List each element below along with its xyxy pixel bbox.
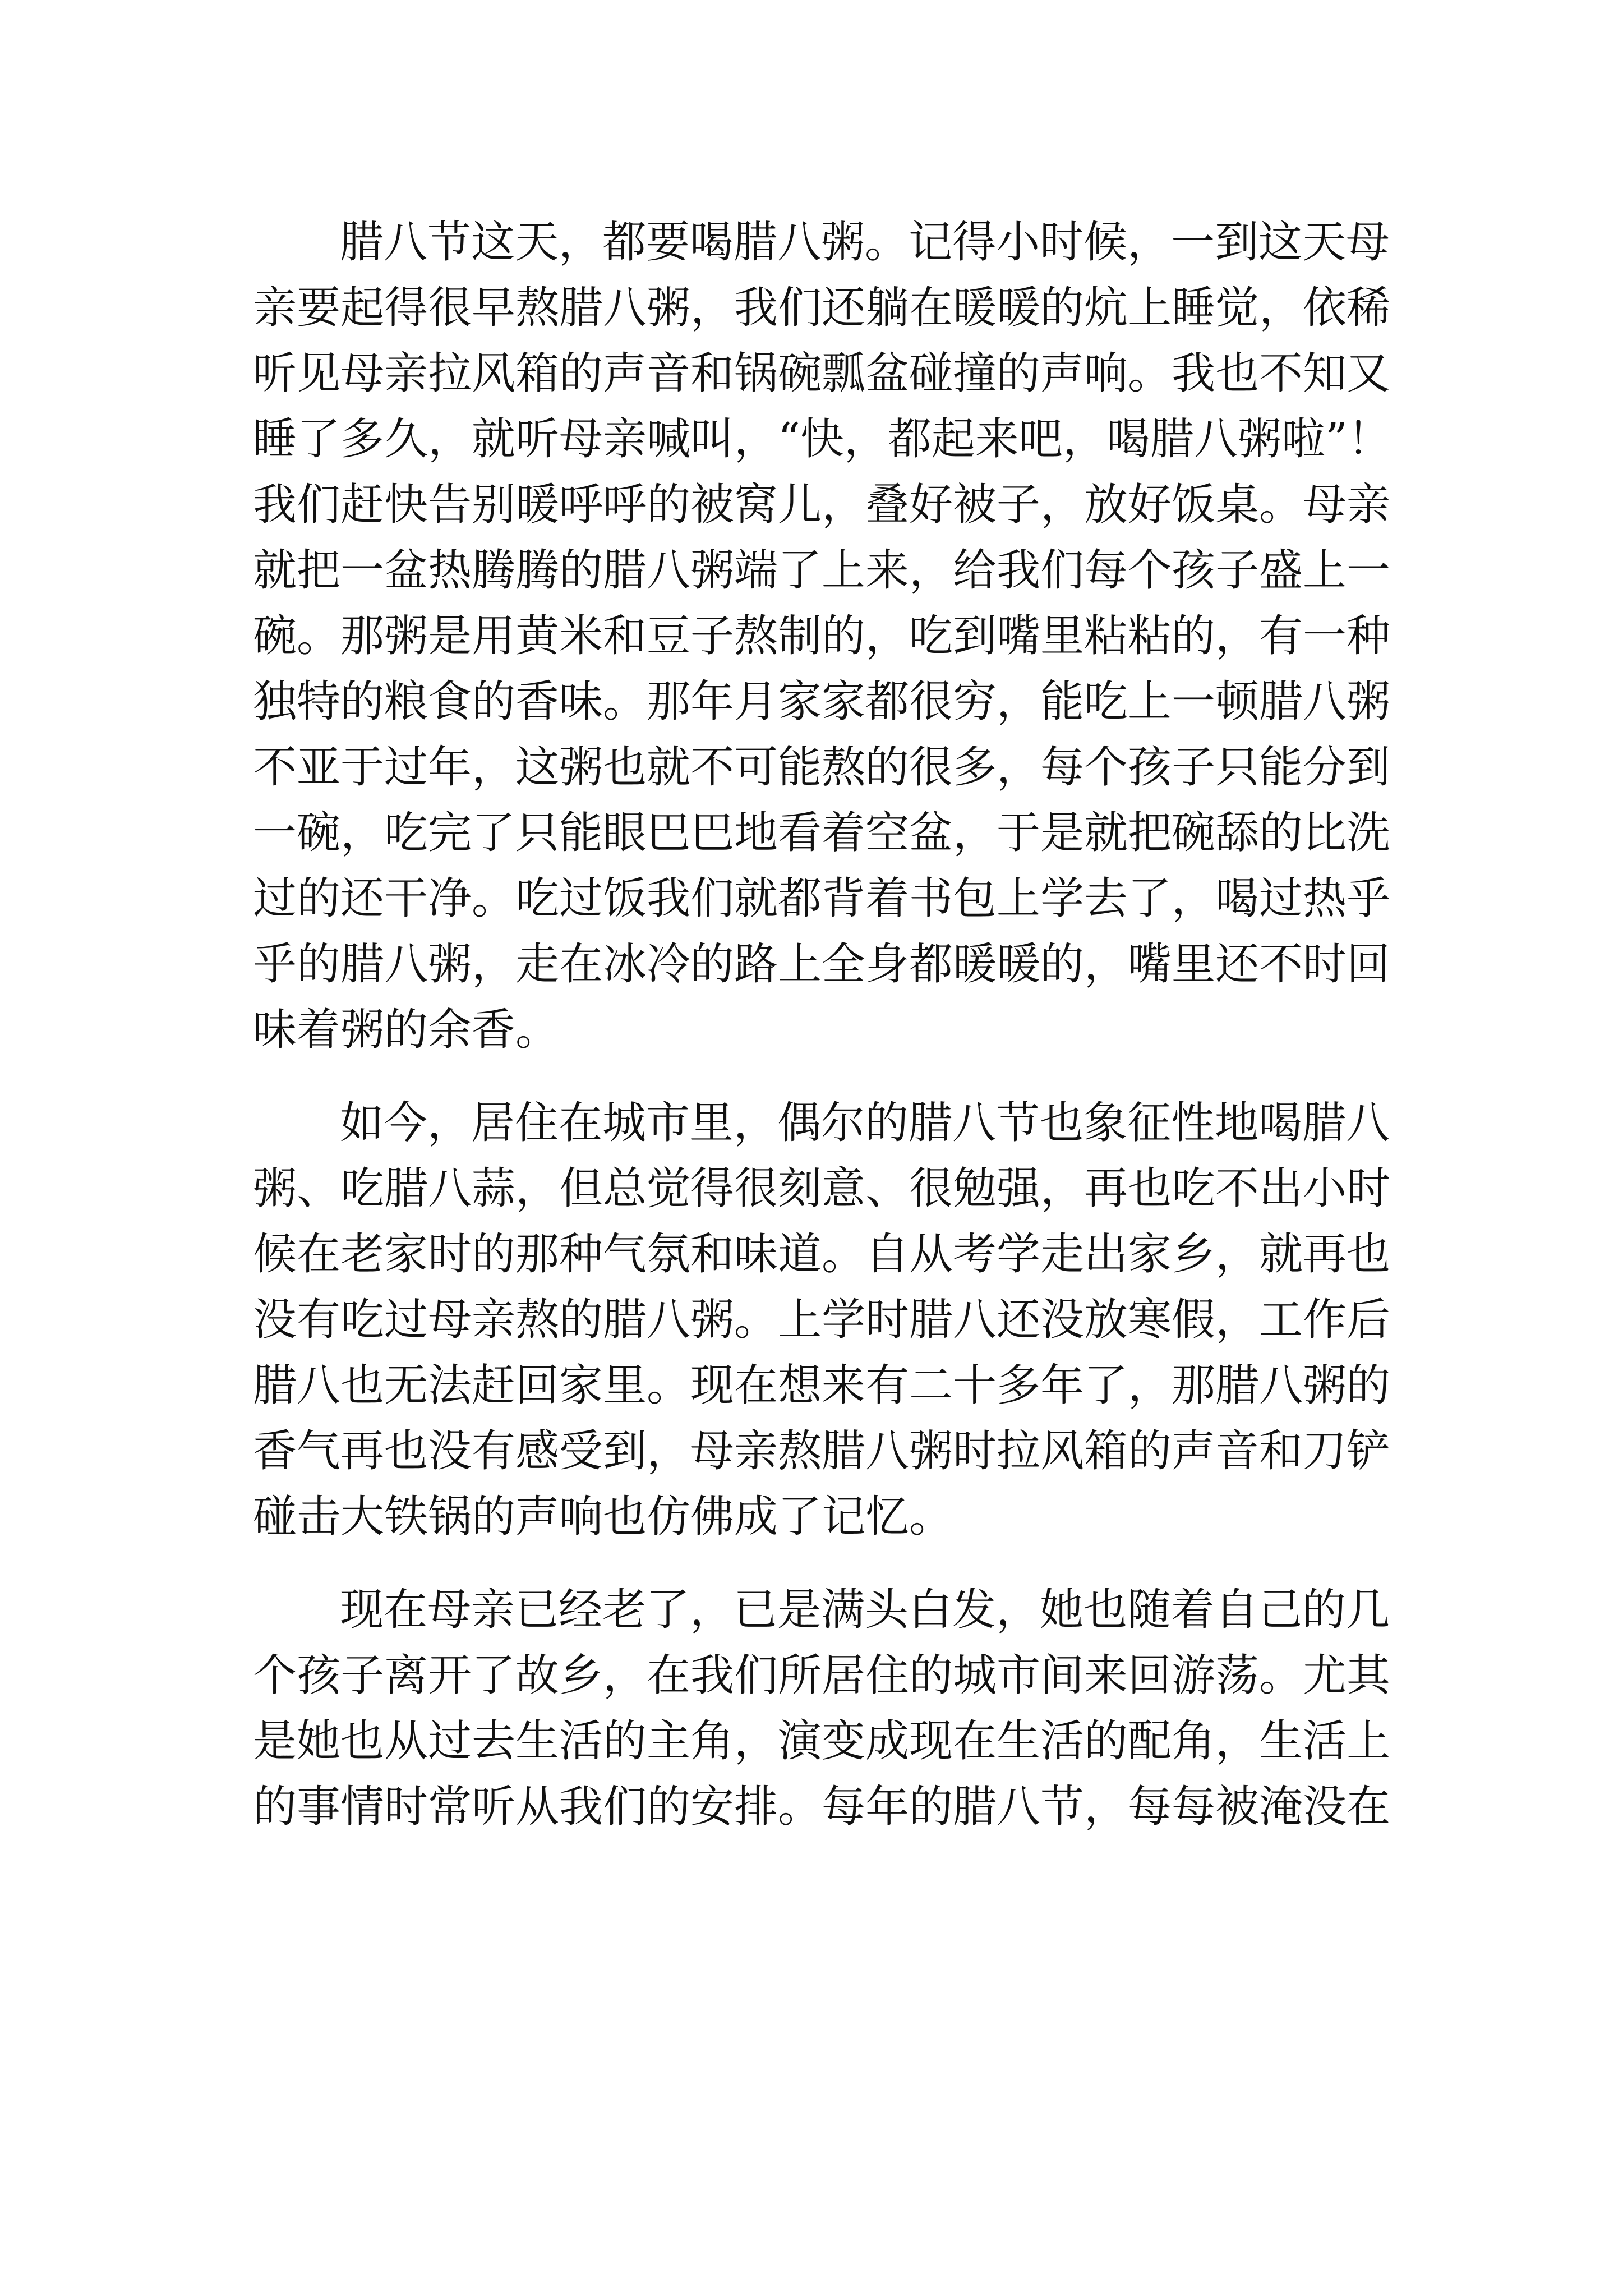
text-line: 候在老家时的那种气氛和味道。自从考学走出家乡，就再也 <box>253 1229 1391 1280</box>
paragraph-3 <box>253 1577 1397 1840</box>
text-line: 碰击大铁锅的声响也仿佛成了记忆。 <box>253 1492 953 1542</box>
paragraph-spacer <box>253 1063 1397 1091</box>
text-line: 没有吃过母亲熬的腊八粥。上学时腊八还没放寒假，工作后 <box>253 1295 1391 1345</box>
paragraph-2 <box>253 1091 1397 1550</box>
text-line: 粥、吃腊八蒜，但总觉得很刻意、很勉强，再也吃不出小时 <box>253 1163 1391 1214</box>
text-line: 听见母亲拉风箱的声音和锅碗瓢盆碰撞的声响。我也不知又 <box>253 348 1391 399</box>
text-line: 碗。那粥是用黄米和豆子熬制的，吃到嘴里粘粘的，有一种 <box>253 611 1391 661</box>
text-line: 是她也从过去生活的主角，演变成现在生活的配角，生活上 <box>253 1716 1391 1766</box>
paragraph-1 <box>253 210 1397 1063</box>
text-line: 独特的粮食的香味。那年月家家都很穷，能吃上一顿腊八粥 <box>253 677 1391 727</box>
article-body <box>253 210 1397 1840</box>
text-line: 不亚于过年，这粥也就不可能熬的很多，每个孩子只能分到 <box>253 742 1391 793</box>
text-line: 一碗，吃完了只能眼巴巴地看着空盆，于是就把碗舔的比洗 <box>253 808 1391 858</box>
text-line: 腊八也无法赶回家里。现在想来有二十多年了，那腊八粥的 <box>253 1360 1391 1411</box>
text-line: 我们赶快告别暖呼呼的被窝儿，叠好被子，放好饭桌。母亲 <box>253 480 1391 530</box>
text-line: 过的还干净。吃过饭我们就都背着书包上学去了，喝过热乎 <box>253 873 1391 924</box>
text-line: 现在母亲已经老了，已是满头白发，她也随着自己的几 <box>340 1585 1390 1635</box>
text-line: 如今，居住在城市里，偶尔的腊八节也象征性地喝腊八 <box>340 1098 1390 1148</box>
text-line: 睡了多久，就听母亲喊叫，“快，都起来吧，喝腊八粥啦”！ <box>253 414 1391 464</box>
text-line: 的事情时常听从我们的安排。每年的腊八节，每每被淹没在 <box>253 1782 1391 1832</box>
paragraph-spacer <box>253 1550 1397 1577</box>
text-line: 乎的腊八粥，走在冰冷的路上全身都暖暖的，嘴里还不时回 <box>253 939 1391 990</box>
text-line: 就把一盆热腾腾的腊八粥端了上来，给我们每个孩子盛上一 <box>253 545 1391 596</box>
text-line: 亲要起得很早熬腊八粥，我们还躺在暖暖的炕上睡觉，依稀 <box>253 283 1391 333</box>
text-line: 味着粥的余香。 <box>253 1005 560 1055</box>
text-line: 腊八节这天，都要喝腊八粥。记得小时候，一到这天母 <box>340 217 1390 268</box>
text-line: 香气再也没有感受到，母亲熬腊八粥时拉风箱的声音和刀铲 <box>253 1426 1391 1476</box>
text-line: 个孩子离开了故乡，在我们所居住的城市间来回游荡。尤其 <box>253 1650 1391 1701</box>
